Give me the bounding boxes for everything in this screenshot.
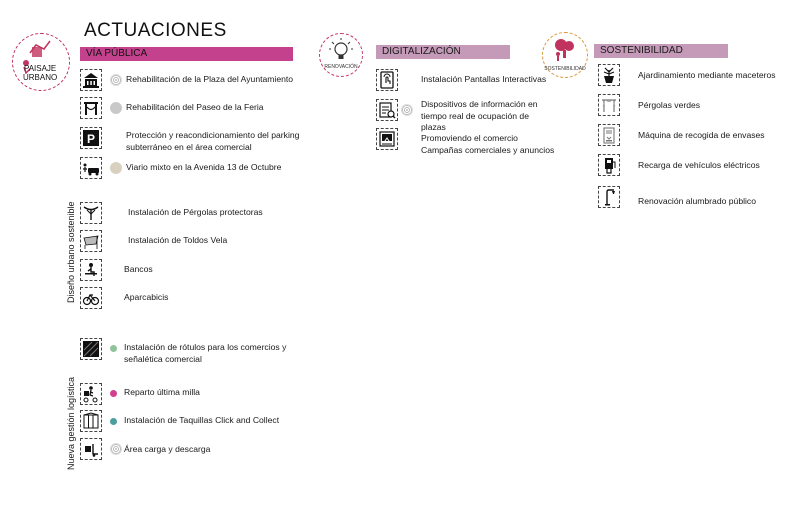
logistica-label: Nueva gestión logística <box>66 376 76 470</box>
via-item-paseo: Rehabilitación del Paseo de la Feria <box>126 102 264 112</box>
parking-icon <box>80 127 102 149</box>
bench-icon <box>80 259 102 281</box>
paisaje-urbano-badge <box>12 33 70 91</box>
via-item-plaza: Rehabilitación de la Plaza del Ayuntamiento <box>126 74 294 84</box>
status-dot <box>110 443 122 455</box>
via-item-parking: Protección y reacondicionamiento del parking subterráneo en el área comercial <box>126 130 300 152</box>
shared-street-icon <box>80 157 102 179</box>
renovacion-badge <box>319 33 363 77</box>
status-dot <box>401 104 413 116</box>
diseno-urbano-label: Diseño urbano sostenible <box>66 201 76 303</box>
status-dot <box>110 74 122 86</box>
paisaje-label: PAISAJE URBANO <box>23 64 58 82</box>
logistica-item-taquillas: Instalación de Taquillas Click and Collect <box>124 415 280 425</box>
logistica-item-reparto: Reparto última milla <box>124 387 200 397</box>
status-dot <box>110 102 122 114</box>
sos-item-maquina: Máquina de recogida de envases <box>638 130 765 140</box>
sail-awning-icon <box>80 230 102 252</box>
status-dot <box>110 162 122 174</box>
sostenibilidad-header: SOSTENIBILIDAD <box>594 44 728 58</box>
sos-item-recarga: Recarga de vehículos eléctricos <box>638 160 760 170</box>
diseno-item-aparcabicis: Aparcabicis <box>124 292 169 302</box>
dig-item-pantallas: Instalación Pantallas Interactivas <box>421 74 547 84</box>
sostenibilidad-badge <box>542 32 588 78</box>
sos-item-pergolas-verdes: Pérgolas verdes <box>638 100 701 110</box>
diseno-item-pergolas: Instalación de Pérgolas protectoras <box>128 207 263 217</box>
svg-text:P: P <box>86 132 96 146</box>
signage-icon <box>80 338 102 360</box>
digitalizacion-header: DIGITALIZACIÓN <box>376 45 510 59</box>
diseno-item-toldos: Instalación de Toldos Vela <box>128 235 228 245</box>
dig-item-dispositivos: Dispositivos de información en tiempo real de ocupación de plazas <box>421 99 538 132</box>
sos-item-alumbrado: Renovación alumbrado público <box>638 196 757 206</box>
touch-screen-icon <box>376 69 398 91</box>
town-hall-icon <box>80 69 102 91</box>
status-dot <box>110 418 117 425</box>
delivery-icon <box>80 383 102 405</box>
diseno-item-bancos: Bancos <box>124 264 153 274</box>
lightbulb-icon <box>319 33 363 77</box>
dig-item-comercio: Promoviendo el comercio Campañas comerciales y anuncios <box>421 133 555 155</box>
locker-icon <box>80 410 102 432</box>
sos-item-ajardinamiento: Ajardinamiento mediante maceteros <box>638 70 776 80</box>
streetlight-icon <box>598 186 620 208</box>
pergola-icon <box>80 202 102 224</box>
bike-rack-icon <box>80 287 102 309</box>
status-dot <box>110 390 117 397</box>
info-device-icon <box>376 99 398 121</box>
via-item-viario: Viario mixto en la Avenida 13 de Octubre <box>126 162 282 172</box>
ev-charger-icon <box>598 154 620 176</box>
loading-area-icon <box>80 438 102 460</box>
advertising-icon <box>376 128 398 150</box>
paseo-arch-icon <box>80 97 102 119</box>
logistica-item-carga: Área carga y descarga <box>124 444 211 454</box>
rotulos-item: Instalación de rótulos para los comercios y señalética comercial <box>124 342 287 364</box>
paisaje-urbano-icon <box>12 33 70 91</box>
green-pergola-icon <box>598 94 620 116</box>
page-title: ACTUACIONES <box>84 20 227 41</box>
via-publica-header: VÍA PÚBLICA <box>80 47 293 61</box>
planter-icon <box>598 64 620 86</box>
status-dot <box>110 345 117 352</box>
sostenibilidad-badge-label: SOSTENIBILIDAD <box>544 66 586 72</box>
recycling-machine-icon <box>598 124 620 146</box>
renovacion-label: RENOVACIÓN <box>324 64 358 70</box>
